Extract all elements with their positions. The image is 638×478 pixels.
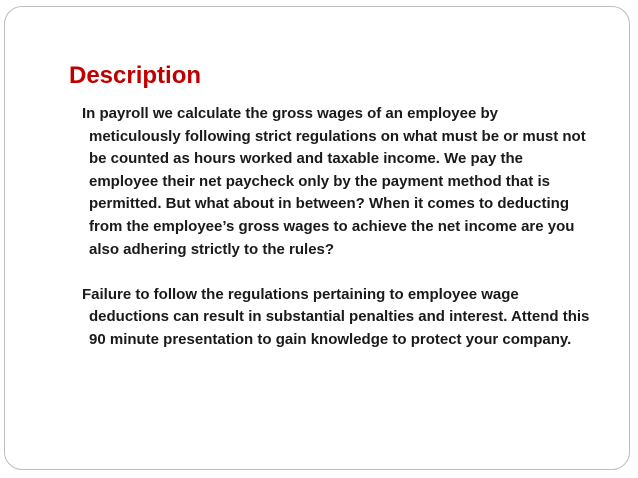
slide-body xyxy=(82,103,592,352)
description-paragraph-2: Failure to follow the regulations pertaining to employee wage deductions can result in substantial penalties and interest. Attend this 90 minute presentation to gain knowledge to protect your company. xyxy=(82,285,590,348)
slide-title: Description xyxy=(69,62,202,89)
description-paragraph-1: In payroll we calculate the gross wages of an employee by meticulously following strict regulations on what must be or must not be counted as hours worked and taxable income. We pay the employee their net paycheck only by the payment method that is permitted. But what about in between? When it comes to deducting from the employee’s gross wages to achieve the net income are you also adhering strictly to the rules? xyxy=(82,105,586,258)
